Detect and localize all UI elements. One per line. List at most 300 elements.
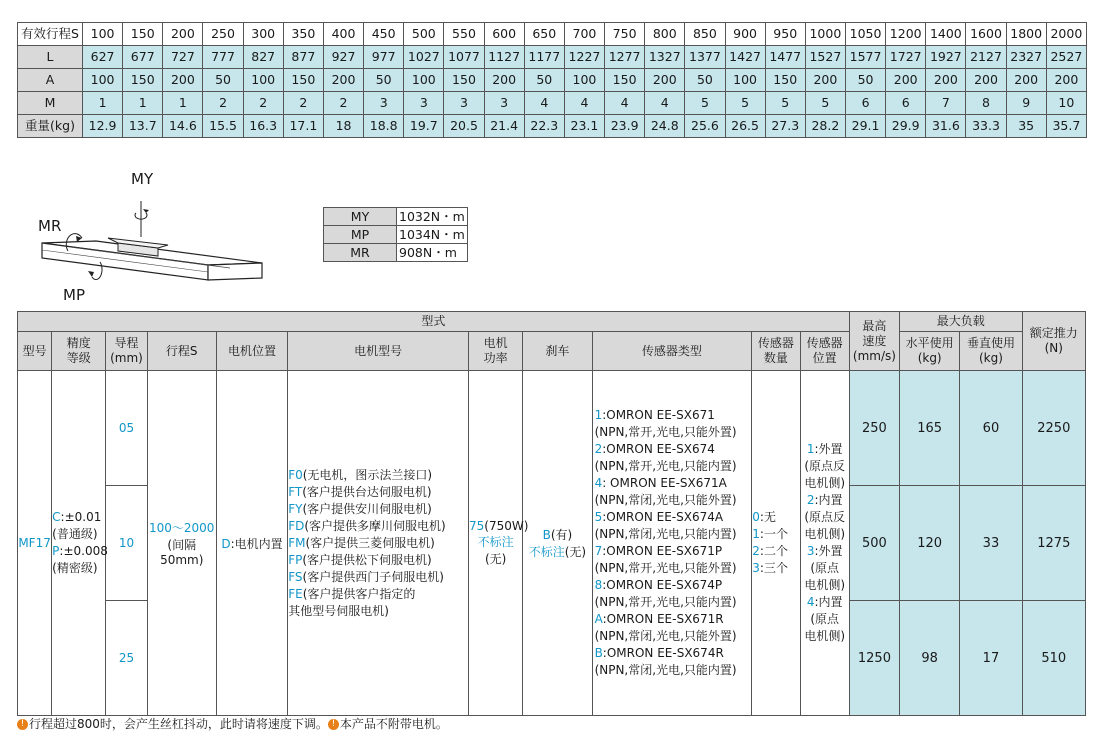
spec-cell: 1027 <box>404 46 444 69</box>
spec-cell: 28.2 <box>805 115 845 138</box>
option-text: (客户提供三菱伺服电机) <box>305 535 435 550</box>
option-text: 其他型号伺服电机) <box>288 603 389 618</box>
spec-cell: 1 <box>163 92 203 115</box>
spec-cell: 150 <box>605 69 645 92</box>
motor-item <box>288 586 468 603</box>
moment-key: MY <box>324 208 397 226</box>
sensor-position-list <box>800 371 849 716</box>
spec-cell: 727 <box>163 46 203 69</box>
motor-item <box>288 518 468 535</box>
footnote-stroke-speed: 行程超过800时，会产生丝杠抖动，此时请将速度下调。 <box>29 717 328 731</box>
spec-cell: 100 <box>564 69 604 92</box>
motor-item <box>288 603 468 620</box>
option-text: : OMRON EE-SX671A <box>602 476 727 490</box>
sensor-position-item <box>801 611 849 628</box>
spec-cell: 50 <box>685 69 725 92</box>
option-text: (NPN,常闭,光电,只能内置) <box>594 663 737 677</box>
spec-row-label: 有效行程S <box>18 23 83 46</box>
spec-cell: 4 <box>524 92 564 115</box>
option-code: 1 <box>752 527 760 541</box>
spec-cell: 9 <box>1006 92 1046 115</box>
spec-cell: 29.1 <box>845 115 885 138</box>
spec-cell: 4 <box>605 92 645 115</box>
spec-cell: 18 <box>323 115 363 138</box>
precision-list <box>52 371 106 716</box>
option-text: (原点 <box>810 612 839 626</box>
option-code: P <box>52 544 60 558</box>
option-text: (客户提供客户指定的 <box>302 586 416 601</box>
option-code: 4 <box>594 476 603 490</box>
option-text: :±0.01 <box>60 510 102 524</box>
spec-row-label: 重量(kg) <box>18 115 83 138</box>
option-text: (客户提供台达伺服电机) <box>302 484 432 499</box>
option-text: :一个 <box>759 527 788 541</box>
mr-label: MR <box>38 217 62 235</box>
spec-cell: 1227 <box>564 46 604 69</box>
spec-cell: 500 <box>404 23 444 46</box>
spec-cell: 5 <box>805 92 845 115</box>
header-motor-position: 电机位置 <box>216 332 287 371</box>
spec-cell: 1177 <box>524 46 564 69</box>
spec-cell: 5 <box>725 92 765 115</box>
option-code: FE <box>288 586 303 601</box>
option-code: C <box>52 510 61 524</box>
spec-cell: 1400 <box>926 23 966 46</box>
spec-cell: 250 <box>203 23 243 46</box>
spec-cell: 100 <box>83 23 123 46</box>
sensor-item <box>595 475 752 492</box>
lead-10: 10 <box>106 486 147 601</box>
spec-cell: 22.3 <box>524 115 564 138</box>
option-code: 2 <box>752 544 760 558</box>
option-text: :三个 <box>759 561 788 575</box>
option-text: (原点反 <box>804 459 845 473</box>
spec-table <box>17 22 1087 138</box>
spec-cell: 200 <box>805 69 845 92</box>
load-h-row-2: 120 <box>900 486 960 601</box>
spec-cell: 150 <box>123 69 163 92</box>
spec-cell: 5 <box>685 92 725 115</box>
sensor-item <box>595 526 752 543</box>
sensor-position-item <box>801 509 849 526</box>
option-text: :OMRON EE-SX674A <box>602 510 724 524</box>
option-text: (原点反 <box>804 510 845 524</box>
sensor-item <box>595 458 752 475</box>
option-code: 1 <box>806 442 815 456</box>
option-text: (NPN,常闭,光电,只能内置) <box>594 527 737 541</box>
sensor-position-item <box>801 526 849 543</box>
moment-value: 1032N・m <box>397 208 468 226</box>
spec-cell: 100 <box>243 69 283 92</box>
spec-cell: 1 <box>83 92 123 115</box>
spec-cell: 16.3 <box>243 115 283 138</box>
spec-cell: 1050 <box>845 23 885 46</box>
spec-cell: 4 <box>645 92 685 115</box>
spec-cell: 777 <box>203 46 243 69</box>
spec-cell: 13.7 <box>123 115 163 138</box>
sensor-item <box>595 628 752 645</box>
option-text: :OMRON EE-SX671R <box>602 612 724 626</box>
option-code: 7 <box>594 544 603 558</box>
precision-item <box>52 560 105 577</box>
option-text: :内置 <box>814 493 843 507</box>
spec-cell: 1077 <box>444 46 484 69</box>
sensor-qty-item <box>752 543 799 560</box>
spec-cell: 50 <box>364 69 404 92</box>
option-code: 3 <box>752 561 760 575</box>
spec-cell: 6 <box>886 92 926 115</box>
header-model: 型号 <box>18 332 52 371</box>
option-code: B <box>594 646 603 660</box>
moment-value: 908N・m <box>397 244 468 262</box>
spec-cell: 1127 <box>484 46 524 69</box>
spec-cell: 200 <box>484 69 524 92</box>
sensor-position-item <box>801 577 849 594</box>
option-text: (客户提供松下伺服电机) <box>302 552 432 567</box>
spec-cell: 800 <box>645 23 685 46</box>
sensor-item <box>595 407 752 424</box>
header-sensor-type: 传感器类型 <box>592 332 752 371</box>
spec-cell: 950 <box>765 23 805 46</box>
spec-cell: 2 <box>243 92 283 115</box>
option-text: :二个 <box>759 544 788 558</box>
footnote-no-motor: 本产品不附带电机。 <box>339 717 448 731</box>
option-text: (客户提供安川伺服电机) <box>302 501 432 516</box>
option-code: FM <box>288 535 306 550</box>
spec-cell: 1577 <box>845 46 885 69</box>
sensor-position-item <box>801 458 849 475</box>
sensor-position-item <box>801 441 849 458</box>
spec-cell: 17.1 <box>283 115 323 138</box>
spec-cell: 600 <box>484 23 524 46</box>
brake-option: B(有) 不标注(无) <box>523 371 592 716</box>
spec-cell: 1477 <box>765 46 805 69</box>
option-text: (NPN,常开,光电,只能外置) <box>594 425 737 439</box>
spec-cell: 1800 <box>1006 23 1046 46</box>
spec-cell: 27.3 <box>765 115 805 138</box>
spec-cell: 21.4 <box>484 115 524 138</box>
mp-label: MP <box>63 286 85 304</box>
option-code: FS <box>288 569 303 584</box>
sensor-qty-item <box>752 560 799 577</box>
load-v-row-3: 17 <box>960 601 1022 716</box>
spec-cell: 23.1 <box>564 115 604 138</box>
spec-cell: 2327 <box>1006 46 1046 69</box>
spec-cell: 150 <box>444 69 484 92</box>
option-text: (普通级) <box>52 527 98 541</box>
spec-cell: 200 <box>1006 69 1046 92</box>
spec-cell: 31.6 <box>926 115 966 138</box>
sensor-item <box>595 424 752 441</box>
spec-cell: 7 <box>926 92 966 115</box>
moment-value: 1034N・m <box>397 226 468 244</box>
spec-cell: 35.7 <box>1046 115 1086 138</box>
spec-cell: 3 <box>484 92 524 115</box>
sensor-type-list <box>592 371 752 716</box>
option-text: 电机侧) <box>804 629 845 643</box>
thrust-row-3: 510 <box>1022 601 1085 716</box>
sensor-item <box>595 560 752 577</box>
motor-position-option: D:电机内置 <box>216 371 287 716</box>
spec-cell: 300 <box>243 23 283 46</box>
option-code: FY <box>288 501 303 516</box>
spec-cell: 25.6 <box>685 115 725 138</box>
sensor-item <box>595 594 752 611</box>
sensor-qty-item <box>752 526 799 543</box>
slider-module-drawing <box>30 165 290 305</box>
spec-cell: 200 <box>163 23 203 46</box>
spec-cell: 8 <box>966 92 1006 115</box>
speed-row-1: 250 <box>849 371 899 486</box>
option-text: (NPN,常闭,光电,只能外置) <box>594 629 737 643</box>
motor-item <box>288 501 468 518</box>
option-code: FD <box>288 518 305 533</box>
option-text: 电机侧) <box>804 527 845 541</box>
caution-icon: ! <box>328 719 339 730</box>
sensor-position-item <box>801 492 849 509</box>
option-text: (无电机，图示法兰接口) <box>302 467 433 482</box>
order-table <box>17 311 1086 716</box>
spec-cell: 35 <box>1006 115 1046 138</box>
option-text: (客户提供西门子伺服电机) <box>302 569 444 584</box>
moment-key: MR <box>324 244 397 262</box>
spec-cell: 2000 <box>1046 23 1086 46</box>
spec-cell: 150 <box>765 69 805 92</box>
spec-cell: 4 <box>564 92 604 115</box>
spec-cell: 350 <box>283 23 323 46</box>
spec-cell: 2527 <box>1046 46 1086 69</box>
option-text: :内置 <box>814 595 843 609</box>
spec-cell: 14.6 <box>163 115 203 138</box>
option-text: (精密级) <box>52 561 98 575</box>
motor-item <box>288 569 468 586</box>
option-text: (NPN,常开,光电,只能内置) <box>594 459 737 473</box>
spec-cell: 24.8 <box>645 115 685 138</box>
option-text: :OMRON EE-SX674P <box>602 578 723 592</box>
option-text: (客户提供多摩川伺服电机) <box>304 518 446 533</box>
spec-cell: 3 <box>364 92 404 115</box>
sensor-item <box>595 645 752 662</box>
header-sensor-qty: 传感器 数量 <box>752 332 800 371</box>
header-brake: 刹车 <box>523 332 592 371</box>
moment-diagram <box>30 165 290 305</box>
spec-cell: 19.7 <box>404 115 444 138</box>
motor-item <box>288 535 468 552</box>
motor-item <box>288 484 468 501</box>
spec-cell: 700 <box>564 23 604 46</box>
spec-cell: 1927 <box>926 46 966 69</box>
spec-cell: 1600 <box>966 23 1006 46</box>
spec-cell: 1527 <box>805 46 845 69</box>
option-text: :无 <box>759 510 776 524</box>
spec-cell: 6 <box>845 92 885 115</box>
caution-icon: ! <box>17 719 28 730</box>
header-lead: 导程 (mm) <box>106 332 147 371</box>
spec-cell: 650 <box>524 23 564 46</box>
option-code: A <box>594 612 603 626</box>
header-sensor-position: 传感器 位置 <box>800 332 849 371</box>
spec-row-label: M <box>18 92 83 115</box>
spec-cell: 1427 <box>725 46 765 69</box>
option-code: 5 <box>594 510 603 524</box>
lead-25: 25 <box>106 601 147 716</box>
spec-cell: 550 <box>444 23 484 46</box>
spec-cell: 627 <box>83 46 123 69</box>
thrust-row-2: 1275 <box>1022 486 1085 601</box>
sensor-item <box>595 509 752 526</box>
option-text: :OMRON EE-SX674 <box>602 442 715 456</box>
spec-cell: 50 <box>203 69 243 92</box>
speed-row-2: 500 <box>849 486 899 601</box>
spec-cell: 200 <box>323 69 363 92</box>
spec-cell: 2 <box>323 92 363 115</box>
spec-cell: 15.5 <box>203 115 243 138</box>
spec-cell: 877 <box>283 46 323 69</box>
footnote <box>17 715 448 732</box>
spec-row-label: L <box>18 46 83 69</box>
spec-cell: 827 <box>243 46 283 69</box>
load-v-row-1: 60 <box>960 371 1022 486</box>
sensor-position-item <box>801 543 849 560</box>
sensor-item <box>595 577 752 594</box>
spec-cell: 1000 <box>805 23 845 46</box>
option-code: 8 <box>594 578 603 592</box>
spec-cell: 1727 <box>886 46 926 69</box>
sensor-item <box>595 492 752 509</box>
option-text: 电机侧) <box>804 476 845 490</box>
precision-item <box>52 509 105 526</box>
sensor-position-item <box>801 475 849 492</box>
option-code: 4 <box>806 595 815 609</box>
spec-cell: 50 <box>845 69 885 92</box>
option-text: :OMRON EE-SX671 <box>602 408 715 422</box>
option-text: (NPN,常闭,光电,只能外置) <box>594 493 737 507</box>
header-load-horizontal: 水平使用 (kg) <box>900 332 960 371</box>
spec-cell: 20.5 <box>444 115 484 138</box>
option-code: FT <box>288 484 303 499</box>
header-load-vertical: 垂直使用 (kg) <box>960 332 1022 371</box>
spec-cell: 200 <box>645 69 685 92</box>
option-text: (原点 <box>810 561 839 575</box>
motor-model-list <box>288 371 469 716</box>
moment-key: MP <box>324 226 397 244</box>
sensor-item <box>595 611 752 628</box>
option-code: 2 <box>806 493 815 507</box>
spec-cell: 977 <box>364 46 404 69</box>
spec-cell: 3 <box>404 92 444 115</box>
spec-cell: 450 <box>364 23 404 46</box>
option-text: (NPN,常开,光电,只能外置) <box>594 561 737 575</box>
sensor-item <box>595 662 752 679</box>
option-text: 电机侧) <box>804 578 845 592</box>
spec-cell: 3 <box>444 92 484 115</box>
header-stroke: 行程S <box>147 332 216 371</box>
spec-cell: 200 <box>966 69 1006 92</box>
spec-cell: 1200 <box>886 23 926 46</box>
spec-cell: 18.8 <box>364 115 404 138</box>
group-header-type: 型式 <box>18 312 850 332</box>
spec-cell: 2 <box>203 92 243 115</box>
motor-power-option: 75(750W) 不标注(无) <box>469 371 523 716</box>
option-code: 1 <box>594 408 603 422</box>
spec-cell: 927 <box>323 46 363 69</box>
stroke-range: 100～2000 (间隔50mm) <box>147 371 216 716</box>
spec-cell: 150 <box>123 23 163 46</box>
load-v-row-2: 33 <box>960 486 1022 601</box>
option-text: :外置 <box>814 544 843 558</box>
load-h-row-1: 165 <box>900 371 960 486</box>
model-code: MF17 <box>18 371 52 716</box>
sensor-item <box>595 543 752 560</box>
option-code: 0 <box>752 510 760 524</box>
sensor-position-item <box>801 628 849 645</box>
sensor-qty-item <box>752 509 799 526</box>
option-text: :OMRON EE-SX671P <box>602 544 723 558</box>
spec-cell: 1 <box>123 92 163 115</box>
thrust-row-1: 2250 <box>1022 371 1085 486</box>
spec-cell: 100 <box>83 69 123 92</box>
my-label: MY <box>131 170 154 188</box>
spec-cell: 1327 <box>645 46 685 69</box>
option-code: 2 <box>594 442 603 456</box>
sensor-qty-list <box>752 371 800 716</box>
spec-cell: 23.9 <box>605 115 645 138</box>
speed-row-3: 1250 <box>849 601 899 716</box>
spec-cell: 850 <box>685 23 725 46</box>
precision-item <box>52 543 108 560</box>
option-code: FP <box>288 552 303 567</box>
spec-cell: 2127 <box>966 46 1006 69</box>
spec-cell: 100 <box>725 69 765 92</box>
option-code: F0 <box>288 467 303 482</box>
spec-cell: 200 <box>926 69 966 92</box>
spec-cell: 900 <box>725 23 765 46</box>
header-motor-model: 电机型号 <box>288 332 469 371</box>
spec-cell: 750 <box>605 23 645 46</box>
option-code: 3 <box>806 544 815 558</box>
precision-item <box>52 526 105 543</box>
sensor-position-item <box>801 594 849 611</box>
sensor-position-item <box>801 560 849 577</box>
spec-row-label: A <box>18 69 83 92</box>
header-max-load: 最大负载 <box>900 312 1023 332</box>
moment-table <box>323 207 468 262</box>
spec-cell: 200 <box>886 69 926 92</box>
spec-cell: 5 <box>765 92 805 115</box>
header-speed: 最高 速度 (mm/s) <box>849 312 899 371</box>
option-text: :±0.008 <box>59 544 108 558</box>
spec-cell: 1277 <box>605 46 645 69</box>
spec-cell: 150 <box>283 69 323 92</box>
header-thrust: 额定推力 (N) <box>1022 312 1085 371</box>
spec-cell: 26.5 <box>725 115 765 138</box>
load-h-row-3: 98 <box>900 601 960 716</box>
spec-cell: 50 <box>524 69 564 92</box>
spec-cell: 33.3 <box>966 115 1006 138</box>
sensor-item <box>595 441 752 458</box>
spec-cell: 12.9 <box>83 115 123 138</box>
motor-item <box>288 467 468 484</box>
spec-cell: 200 <box>163 69 203 92</box>
header-precision: 精度 等级 <box>52 332 106 371</box>
option-text: :外置 <box>814 442 843 456</box>
spec-cell: 100 <box>404 69 444 92</box>
spec-cell: 2 <box>283 92 323 115</box>
spec-cell: 200 <box>1046 69 1086 92</box>
header-motor-power: 电机 功率 <box>469 332 523 371</box>
option-text: (NPN,常开,光电,只能内置) <box>594 595 737 609</box>
spec-cell: 677 <box>123 46 163 69</box>
